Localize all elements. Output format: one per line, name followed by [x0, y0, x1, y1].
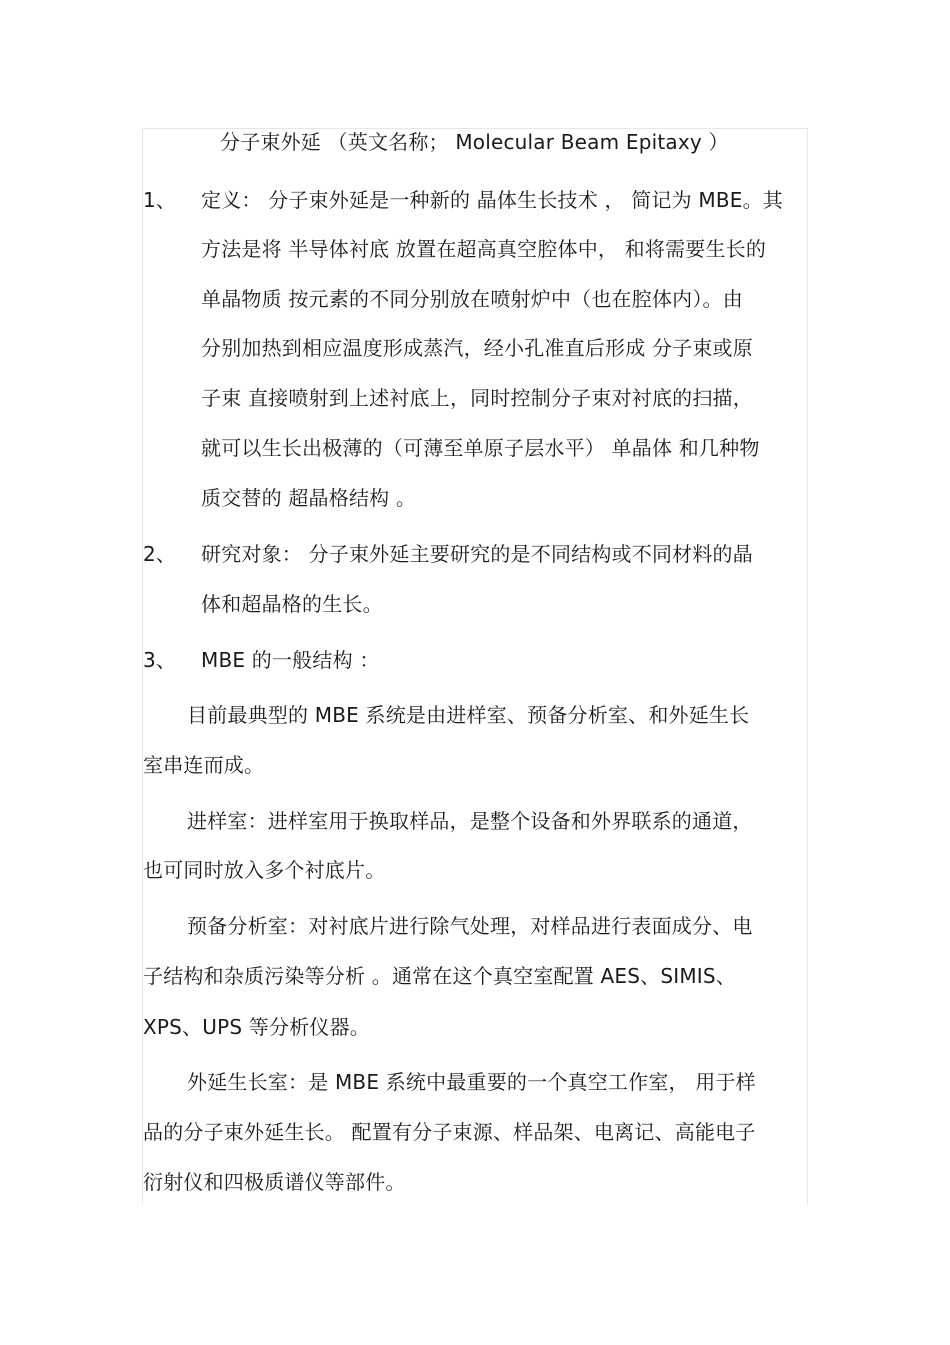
item-2-line-1: 研究对象： 分子束外延主要研究的是不同结构或不同材料的晶 [201, 542, 753, 566]
item-3-line-1: MBE 的一般结构 ： [201, 648, 380, 672]
item-1-line-4: 分别加热到相应温度形成蒸汽，经小孔准直后形成 分子束或原 [201, 336, 753, 360]
paragraph-1-line-1: 目前最典型的 MBE 系统是由进样室、预备分析室、和外延生长 [187, 703, 750, 727]
paragraph-4-line-3: 衍射仪和四极质谱仪等部件。 [143, 1170, 406, 1194]
paragraph-4-line-1: 外延生长室：是 MBE 系统中最重要的一个真空工作室， 用于样 [187, 1070, 756, 1094]
item-1-line-7: 质交替的 超晶格结构 。 [201, 486, 417, 510]
paragraph-1-line-2: 室串连而成。 [143, 753, 265, 777]
document-title: 分子束外延 （英文名称； Molecular Beam Epitaxy ） [220, 130, 729, 154]
item-1-line-6: 就可以生长出极薄的（可薄至单原子层水平） 单晶体 和几种物 [201, 436, 760, 460]
paragraph-3-line-3: XPS、UPS 等分析仪器。 [143, 1015, 371, 1039]
item-1-line-1: 定义： 分子束外延是一种新的 晶体生长技术 ， 简记为 MBE。其 [201, 188, 783, 212]
item-1-line-5: 子束 直接喷射到上述衬底上，同时控制分子束对衬底的扫描， [201, 386, 753, 410]
paragraph-3-line-2: 子结构和杂质污染等分析 。通常在这个真空室配置 AES、SIMIS、 [143, 964, 736, 988]
item-1-line-2: 方法是将 半导体衬底 放置在超高真空腔体中， 和将需要生长的 [201, 237, 767, 261]
item-number-3: 3、 [143, 648, 177, 672]
item-1-line-3: 单晶物质 按元素的不同分别放在喷射炉中（也在腔体内）。由 [201, 287, 743, 311]
item-number-1: 1、 [143, 188, 177, 212]
paragraph-3-line-1: 预备分析室：对衬底片进行除气处理，对样品进行表面成分、电 [187, 914, 753, 938]
item-number-2: 2、 [143, 542, 177, 566]
paragraph-2-line-1: 进样室：进样室用于换取样品，是整个设备和外界联系的通道， [187, 809, 753, 833]
paragraph-2-line-2: 也可同时放入多个衬底片。 [143, 858, 386, 882]
paragraph-4-line-2: 品的分子束外延生长。 配置有分子束源、样品架、电离记、高能电子 [143, 1120, 756, 1144]
item-2-line-2: 体和超晶格的生长。 [201, 592, 383, 616]
